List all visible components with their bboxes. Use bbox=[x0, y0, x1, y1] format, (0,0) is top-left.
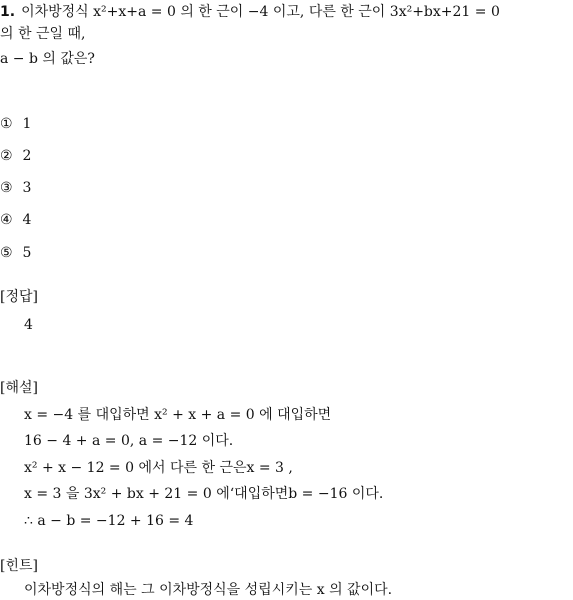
choice-2[interactable] bbox=[0, 146, 31, 166]
choice-3-mark: ③ bbox=[0, 180, 13, 196]
solution-label: [해설] bbox=[0, 380, 38, 396]
question-line-2: 의 한 근일 때, bbox=[0, 26, 86, 42]
choice-4-value: 4 bbox=[22, 212, 32, 228]
solution-line-1: x = −4 를 대입하면 x² + x + a = 0 에 대입하면 bbox=[24, 407, 332, 423]
choice-1-mark: ① bbox=[0, 116, 13, 132]
choice-1-value: 1 bbox=[22, 116, 32, 132]
choice-4-mark: ④ bbox=[0, 212, 13, 228]
hint-label: [힌트] bbox=[0, 558, 38, 574]
choice-2-mark: ② bbox=[0, 148, 13, 164]
solution-line-4: x = 3 을 3x² + bx + 21 = 0 에‘대입하면b = −16 이다. bbox=[24, 486, 384, 502]
question-line-1 bbox=[0, 2, 500, 22]
question-line-3: a − b 의 값은? bbox=[0, 51, 95, 67]
question-text-1: 이차방정식 x²+x+a = 0 의 한 근이 −4 이고, 다른 한 근이 3x²+bx+21 = 0 bbox=[21, 4, 500, 20]
choice-2-value: 2 bbox=[22, 148, 32, 164]
solution-line-2: 16 − 4 + a = 0, a = −12 이다. bbox=[24, 433, 234, 449]
choice-1[interactable] bbox=[0, 114, 31, 134]
solution-line-5: ∴ a − b = −12 + 16 = 4 bbox=[24, 513, 194, 529]
solution-line-3: x² + x − 12 = 0 에서 다른 한 근은x = 3 , bbox=[24, 460, 293, 476]
choice-5[interactable] bbox=[0, 243, 31, 263]
answer-value: 4 bbox=[24, 317, 33, 333]
choice-5-value: 5 bbox=[22, 245, 32, 261]
hint-text: 이차방정식의 해는 그 이차방정식을 성립시키는 x 의 값이다. bbox=[24, 582, 393, 598]
choice-3[interactable] bbox=[0, 178, 31, 198]
choice-5-mark: ⑤ bbox=[0, 245, 13, 261]
question-number: 1. bbox=[0, 4, 16, 20]
choice-4[interactable] bbox=[0, 210, 31, 230]
answer-label: [정답] bbox=[0, 289, 38, 305]
choice-3-value: 3 bbox=[22, 180, 32, 196]
